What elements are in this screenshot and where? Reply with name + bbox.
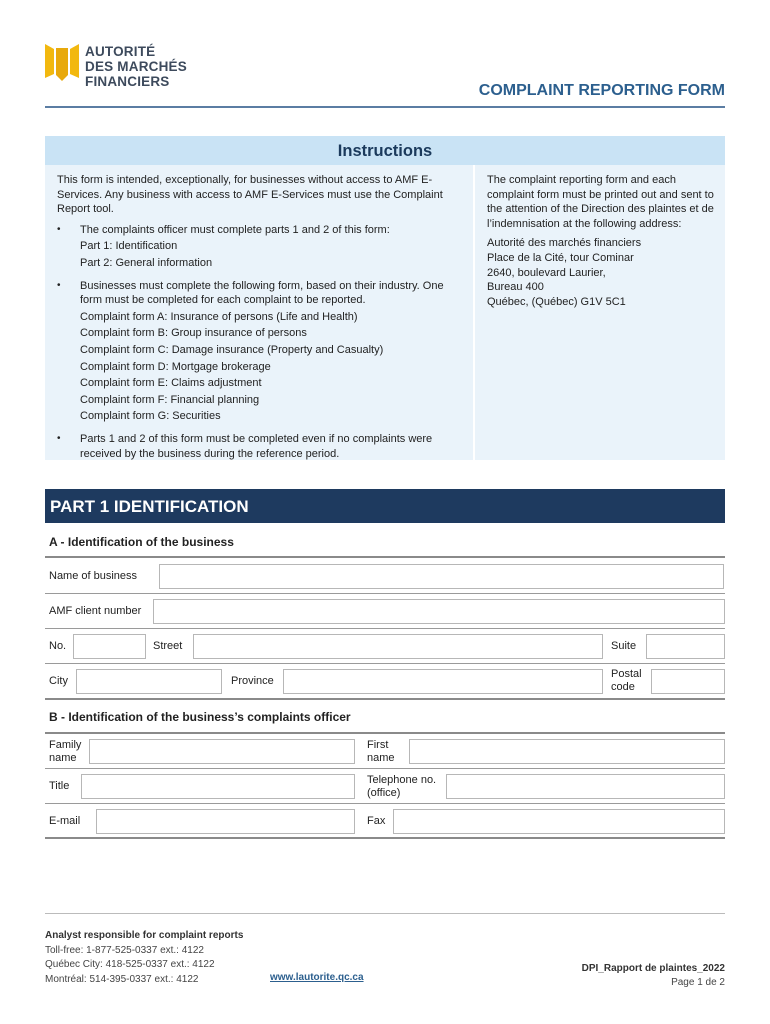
city-label: City [49, 675, 68, 687]
bullet-item: Part 1: Identification [80, 240, 178, 253]
street-label: Street [153, 640, 183, 652]
street-field[interactable] [193, 634, 603, 659]
bullet-item: Part 2: General information [80, 256, 213, 269]
form-title: COMPLAINT REPORTING FORM [478, 82, 725, 99]
amf-logo-icon [45, 44, 79, 86]
page-number: Page 1 de 2 [671, 976, 725, 988]
footer-divider [45, 913, 725, 914]
family-name-field[interactable] [89, 739, 355, 764]
telephone-label-line: (office) [367, 787, 401, 799]
amf-client-number-field[interactable] [153, 599, 725, 624]
analyst-contact [45, 929, 243, 987]
section-divider [45, 837, 725, 839]
section-divider [45, 698, 725, 700]
instruction-bullet: • The complaints officer must complete parts 1 and 2 of this form: Part 1: Identification Part 2: General information [57, 223, 390, 269]
street-number-field[interactable] [73, 634, 146, 659]
section-a-title: A - Identification of the business [49, 535, 234, 549]
bullet-item: Complaint form A: Insurance of persons (Life and Health) [80, 310, 358, 323]
document-info [582, 962, 725, 989]
instructions-right [475, 165, 725, 460]
analyst-title: Analyst responsible for complaint reports [45, 930, 244, 941]
contact-line: Toll-free: 1-877-525-0337 ext.: 4122 [45, 944, 204, 956]
bullet-item: Complaint form C: Damage insurance (Property and Casualty) [80, 343, 384, 356]
logo-text [85, 44, 187, 89]
family-label-line: name [49, 752, 77, 764]
row-divider [45, 663, 725, 664]
business-name-field[interactable] [159, 564, 724, 589]
bullet-item: Complaint form B: Group insurance of persons [80, 327, 307, 340]
bullet-text: Parts 1 and 2 of this form must be completed even if no complaints were received by the business during the reference period. [80, 432, 433, 460]
contact-line: Québec City: 418-525-0337 ext.: 4122 [45, 959, 215, 970]
website-link[interactable]: www.lautorite.qc.ca [270, 972, 364, 983]
bullet-text: Businesses must complete the following form, based on their industry. One form must be completed for each complaint to be reported. [80, 279, 444, 307]
bullet-item: Complaint form G: Securities [80, 410, 221, 423]
address-line: Autorité des marchés financiers [487, 237, 642, 250]
contact-line: Montréal: 514-395-0337 ext.: 4122 [45, 973, 199, 985]
row-divider [45, 593, 725, 594]
section-b-title: B - Identification of the business’s complaints officer [49, 710, 351, 724]
mailing-instructions: The complaint reporting form and each complaint form must be printed out and sent to the attention of the Direction des plaintes et de l’indemnisation at the following address: [487, 174, 714, 230]
province-field[interactable] [283, 669, 603, 694]
suite-label: Suite [611, 640, 637, 652]
family-name-label [49, 739, 81, 765]
mailing-address [487, 236, 715, 309]
email-label: E-mail [49, 815, 81, 827]
address-line: Place de la Cité, tour Cominar [487, 251, 634, 264]
postal-label-line: Postal [611, 668, 642, 680]
postal-label-line: code [611, 681, 635, 693]
part1-title: PART 1 IDENTIFICATION [45, 489, 725, 523]
section-divider [45, 732, 725, 734]
bullet-item: Complaint form E: Claims adjustment [80, 377, 262, 390]
bullet-text: The complaints officer must complete parts 1 and 2 of this form: [80, 223, 390, 236]
fax-field[interactable] [393, 809, 725, 834]
instructions-panel [45, 136, 725, 460]
amf-logo [45, 44, 187, 89]
instructions-left [45, 165, 473, 460]
street-number-label: No. [49, 640, 67, 652]
telephone-field[interactable] [446, 774, 725, 799]
title-divider [45, 106, 725, 108]
title-label: Title [49, 780, 70, 792]
logo-line-3: FINANCIERS [85, 74, 170, 89]
row-divider [45, 628, 725, 629]
instruction-bullet: • Businesses must complete the following form, based on their industry. One form must be completed for each complaint to be reported. Complaint form A: Insurance of persons (Life and Health) Complaint form B: Group insurance of persons Complaint form C: Damage insurance (Property and Casualty) Complaint form D: Mortgage brokerage Complaint form E: Claims adjustment Complaint form F: Financial planning Complaint form G: Securities [57, 279, 461, 426]
fax-label: Fax [367, 815, 386, 827]
section-divider [45, 556, 725, 558]
row-divider [45, 768, 725, 769]
business-name-label: Name of business [49, 570, 138, 582]
postal-code-label [611, 668, 642, 694]
address-line: Bureau 400 [487, 281, 544, 294]
bullet-item: Complaint form D: Mortgage brokerage [80, 360, 271, 373]
first-name-label [367, 739, 395, 765]
title-field[interactable] [81, 774, 355, 799]
bullet-item: Complaint form F: Financial planning [80, 393, 260, 406]
telephone-label [367, 774, 436, 800]
document-code: DPI_Rapport de plaintes_2022 [581, 963, 725, 974]
telephone-label-line: Telephone no. [367, 774, 437, 786]
postal-code-field[interactable] [651, 669, 725, 694]
instructions-title: Instructions [45, 136, 725, 165]
first-label-line: name [367, 752, 395, 764]
first-label-line: First [367, 739, 389, 751]
instruction-bullet: • Parts 1 and 2 of this form must be completed even if no complaints were received by the business during the reference period. [57, 432, 461, 463]
row-divider [45, 803, 725, 804]
suite-field[interactable] [646, 634, 725, 659]
instructions-intro: This form is intended, exceptionally, for businesses without access to AMF E-Services. Any business with access to AMF E-Services must use the Complaint Report tool. [57, 174, 443, 216]
family-label-line: Family [49, 739, 82, 751]
logo-line-2: DES MARCHÉS [85, 59, 187, 74]
amf-client-number-label: AMF client number [49, 605, 142, 617]
city-field[interactable] [76, 669, 222, 694]
province-label: Province [231, 675, 274, 687]
address-line: Québec, (Québec) G1V 5C1 [487, 295, 626, 308]
first-name-field[interactable] [409, 739, 725, 764]
logo-line-1: AUTORITÉ [85, 44, 156, 59]
email-field[interactable] [96, 809, 355, 834]
address-line: 2640, boulevard Laurier, [487, 266, 606, 279]
